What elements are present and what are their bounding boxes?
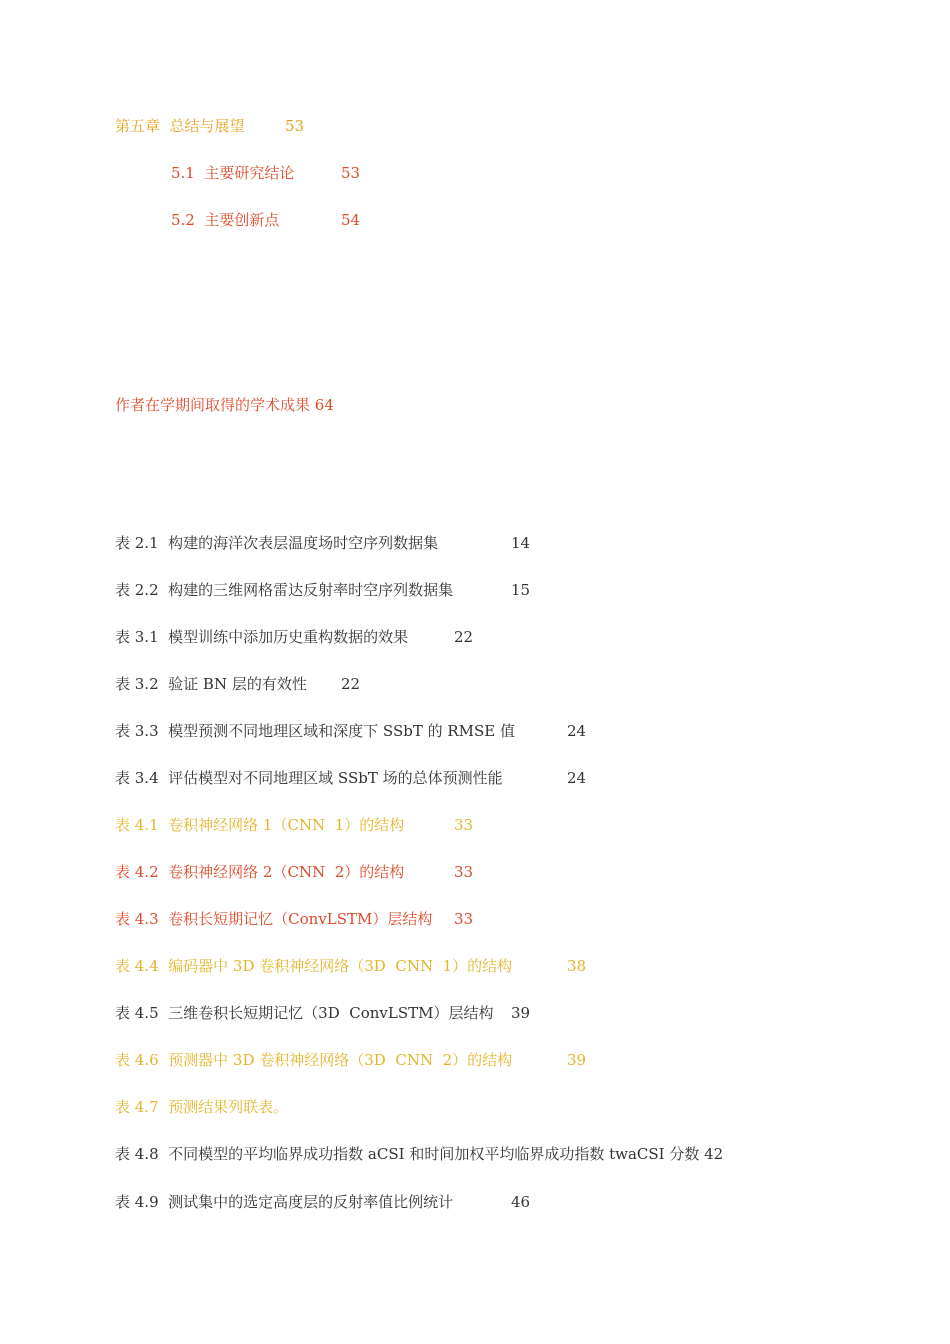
table-page-4-2: 33 xyxy=(454,863,474,881)
toc-entry-achievements[interactable]: 作者在学期间取得的学术成果 64 xyxy=(115,396,334,414)
table-entry-3-4[interactable]: 表 3.4 评估模型对不同地理区域 SSbT 场的总体预测性能 xyxy=(115,769,503,787)
table-page-4-1: 33 xyxy=(454,816,474,834)
table-page-3-4: 24 xyxy=(567,769,587,787)
table-entry-4-6[interactable]: 表 4.6 预测器中 3D 卷积神经网络（3D CNN 2）的结构 xyxy=(115,1051,513,1069)
table-page-2-2: 15 xyxy=(511,581,531,599)
toc-page-section-5-2: 54 xyxy=(341,211,361,229)
table-entry-3-2[interactable]: 表 3.2 验证 BN 层的有效性 xyxy=(115,675,307,693)
table-page-4-9: 46 xyxy=(511,1193,531,1211)
table-page-2-1: 14 xyxy=(511,534,531,552)
toc-entry-section-5-2[interactable]: 5.2 主要创新点 xyxy=(171,211,280,229)
table-page-3-3: 24 xyxy=(567,722,587,740)
toc-page-section-5-1: 53 xyxy=(341,164,361,182)
table-entry-4-1[interactable]: 表 4.1 卷积神经网络 1（CNN 1）的结构 xyxy=(115,816,405,834)
table-page-4-3: 33 xyxy=(454,910,474,928)
table-entry-4-7[interactable]: 表 4.7 预测结果列联表。 xyxy=(115,1098,289,1116)
table-page-4-5: 39 xyxy=(511,1004,531,1022)
table-entry-3-3[interactable]: 表 3.3 模型预测不同地理区域和深度下 SSbT 的 RMSE 值 xyxy=(115,722,516,740)
table-page-3-1: 22 xyxy=(454,628,474,646)
table-entry-4-5[interactable]: 表 4.5 三维卷积长短期记忆（3D ConvLSTM）层结构 xyxy=(115,1004,494,1022)
table-page-4-4: 38 xyxy=(567,957,587,975)
table-entry-2-1[interactable]: 表 2.1 构建的海洋次表层温度场时空序列数据集 xyxy=(115,534,439,552)
table-entry-3-1[interactable]: 表 3.1 模型训练中添加历史重构数据的效果 xyxy=(115,628,409,646)
toc-entry-chapter-5[interactable]: 第五章 总结与展望 xyxy=(115,117,245,135)
table-entry-4-8[interactable]: 表 4.8 不同模型的平均临界成功指数 aCSI 和时间加权平均临界成功指数 twaCSI 分数 42 xyxy=(115,1145,724,1163)
toc-entry-section-5-1[interactable]: 5.1 主要研究结论 xyxy=(171,164,295,182)
table-entry-4-2[interactable]: 表 4.2 卷积神经网络 2（CNN 2）的结构 xyxy=(115,863,405,881)
table-entry-2-2[interactable]: 表 2.2 构建的三维网格雷达反射率时空序列数据集 xyxy=(115,581,454,599)
table-entry-4-3[interactable]: 表 4.3 卷积长短期记忆（ConvLSTM）层结构 xyxy=(115,910,433,928)
table-page-4-6: 39 xyxy=(567,1051,587,1069)
table-entry-4-4[interactable]: 表 4.4 编码器中 3D 卷积神经网络（3D CNN 1）的结构 xyxy=(115,957,513,975)
toc-page-chapter-5: 53 xyxy=(285,117,305,135)
table-entry-4-9[interactable]: 表 4.9 测试集中的选定高度层的反射率值比例统计 xyxy=(115,1193,454,1211)
table-page-3-2: 22 xyxy=(341,675,361,693)
